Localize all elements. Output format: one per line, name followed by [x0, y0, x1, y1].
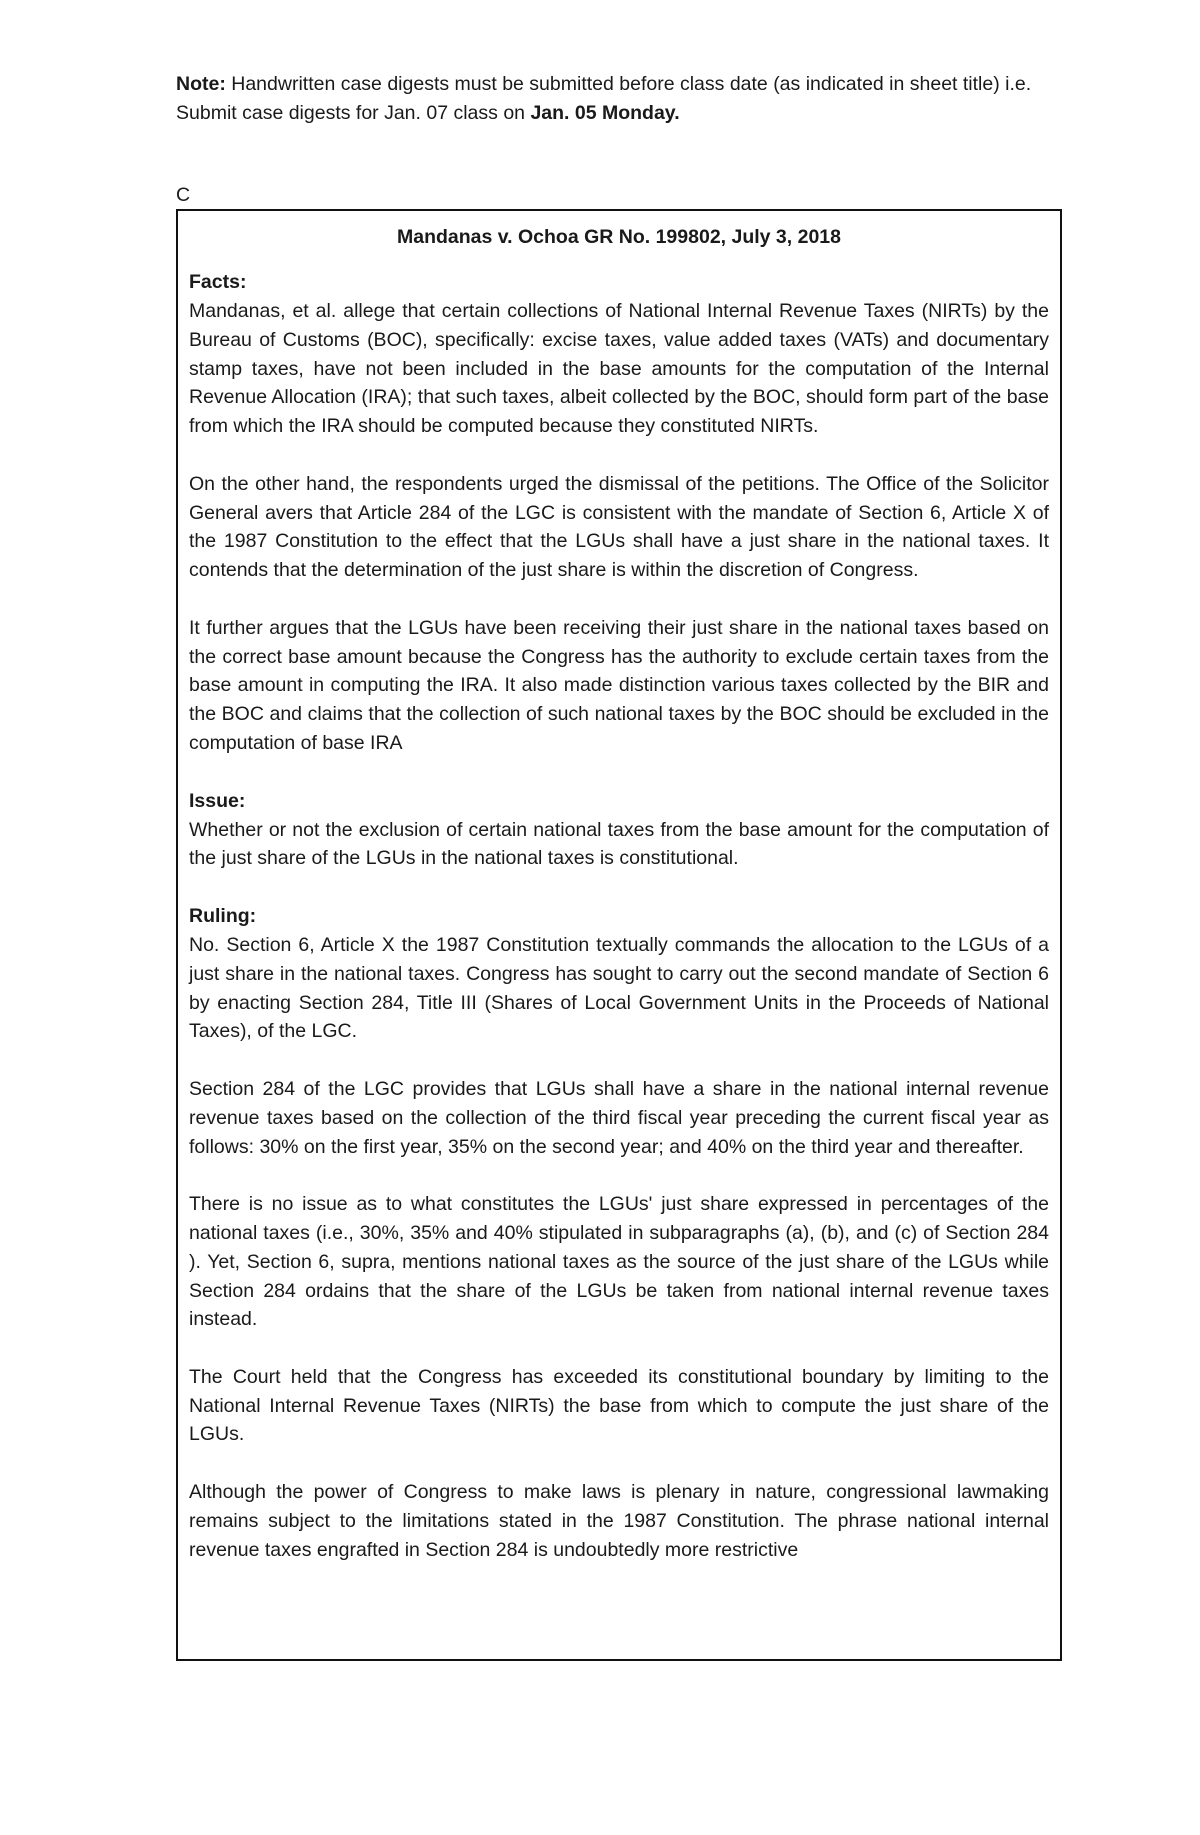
ruling-heading: Ruling:	[189, 904, 257, 927]
facts-paragraph: On the other hand, the respondents urged the dismissal of the petitions. The Office of the Solicitor General avers that Article 284 of the LGC is consistent with the mandate of Section 6, Article X of the 1987 Constitution to the effect that the LGUs shall have a just share in the national taxes. It contends that the determination of the just share is within the discretion of Congress.	[189, 472, 1049, 582]
ruling-paragraph: No. Section 6, Article X the 1987 Constitution textually commands the allocation to the LGUs of a just share in the national taxes. Congress has sought to carry out the second mandate of Section 6 by enacting Section 284, Title III (Shares of Local Government Units in the Proceeds of National Taxes), of the LGC.	[189, 933, 1049, 1043]
submission-note	[176, 70, 1056, 128]
ruling-paragraph: There is no issue as to what constitutes the LGUs' just share expressed in percentages of the national taxes (i.e., 30%, 35% and 40% stipulated in subparagraphs (a), (b), and (c) of Section 284 ). Yet, Section 6, supra, mentions national taxes as the source of the just share of the LGUs while Section 284 ordains that the share of the LGUs be taken from national internal revenue taxes instead.	[189, 1193, 1049, 1331]
ruling-paragraph: Although the power of Congress to make laws is plenary in nature, congressional lawmaking remains subject to the limitations stated in the 1987 Constitution. The phrase national internal revenue taxes engrafted in Section 284 is undoubtedly more restrictive	[189, 1481, 1049, 1561]
issue-heading: Issue:	[189, 789, 246, 812]
ruling-paragraph: Section 284 of the LGC provides that LGUs shall have a share in the national internal revenue revenue taxes based on the collection of the third fiscal year preceding the current fiscal year as follows: 30% on the first year, 35% on the second year; and 40% on the third year and thereafter.	[189, 1077, 1049, 1158]
facts-paragraph: Mandanas, et al. allege that certain collections of National Internal Revenue Taxes (NIRTs) by the Bureau of Customs (BOC), specifically: excise taxes, value added taxes (VATs) and documentary stamp taxes, have not been included in the base amounts for the computation of the Internal Revenue Allocation (IRA); that such taxes, albeit collected by the BOC, should form part of the base from which the IRA should be computed because they constituted NIRTs.	[189, 300, 1049, 438]
case-title: Mandanas v. Ochoa GR No. 199802, July 3, 2018	[396, 226, 841, 248]
facts-paragraph: It further argues that the LGUs have been receiving their just share in the national taxes based on the correct base amount because the Congress has the authority to exclude certain taxes from the base amount in computing the IRA. It also made distinction various taxes collected by the BIR and the BOC and claims that the collection of such national taxes by the BOC should be excluded in the computation of base IRA	[189, 616, 1049, 754]
ruling-paragraph: The Court held that the Congress has exceeded its constitutional boundary by limiting to the National Internal Revenue Taxes (NIRTs) the base from which to compute the just share of the LGUs.	[189, 1365, 1049, 1446]
note-text: Handwritten case digests must be submitted before class date (as indicated in sheet title) i.e. Submit case digests for Jan. 07 class on	[176, 73, 1032, 124]
facts-heading: Facts:	[189, 271, 247, 293]
stray-letter: C	[176, 184, 191, 206]
issue-paragraph: Whether or not the exclusion of certain national taxes from the base amount for the computation of the just share of the LGUs in the national taxes is constitutional.	[189, 818, 1049, 870]
note-deadline: Jan. 05 Monday.	[530, 102, 680, 124]
note-label: Note:	[176, 73, 226, 95]
case-digest-box	[176, 209, 1062, 1661]
